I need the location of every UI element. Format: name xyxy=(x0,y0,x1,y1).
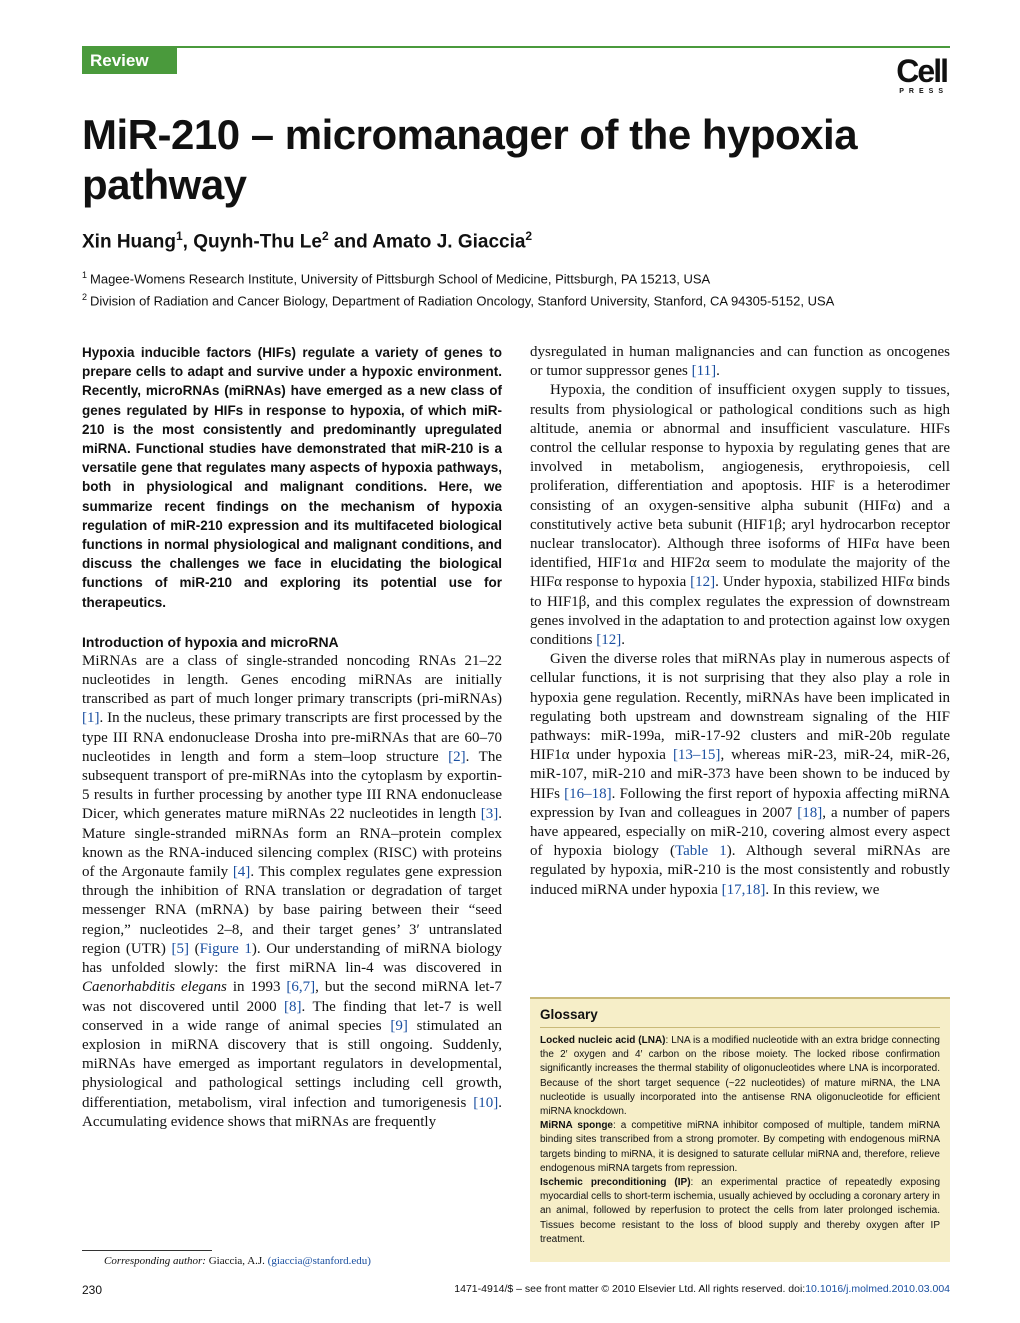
author-list xyxy=(82,229,532,253)
citation-link[interactable]: [16–18] xyxy=(564,785,612,802)
logo-main: Cell xyxy=(896,53,947,89)
body-text: . The finding that let-7 is well conserved in a wide range of animal species xyxy=(82,998,502,1034)
body-text: . In this review, we xyxy=(765,881,880,898)
citation-link[interactable]: [3] xyxy=(480,806,499,823)
glossary-term: MiRNA sponge xyxy=(540,1120,613,1132)
article-title: MiR-210 – micromanager of the hypoxia pathway xyxy=(82,111,858,208)
affiliation xyxy=(82,288,834,310)
citation-link[interactable]: [2] xyxy=(448,748,466,765)
affiliation-text: Division of Radiation and Cancer Biology, Department of Radiation Oncology, Stanford University, Stanford, CA 94305-5152, USA xyxy=(90,293,835,309)
glossary-entry xyxy=(540,1119,940,1176)
figure-link[interactable]: Figure 1 xyxy=(199,940,252,957)
doi-link[interactable]: 10.1016/j.molmed.2010.03.004 xyxy=(805,1283,950,1295)
citation-link[interactable]: [12] xyxy=(690,574,716,591)
citation-link[interactable]: [11] xyxy=(691,363,717,380)
body-paragraph xyxy=(82,652,502,1132)
affiliation-sup: 2 xyxy=(82,292,88,303)
author-name: Amato J. Giaccia xyxy=(372,231,526,253)
citation-link[interactable]: [17,18] xyxy=(721,881,766,898)
author-separator: and xyxy=(328,231,373,253)
glossary-definition: : a competitive miRNA inhibitor composed of multiple, tandem miRNA binding sites transcribed from a strong promoter. By competing with endogenous miRNA targets binding to miRNA, it is designed to saturate cellular miRNA and, therefore, relieve endogenous miRNA targets from repression. xyxy=(540,1120,940,1174)
citation-link[interactable]: [5] xyxy=(171,940,190,957)
author-affil-sup: 1 xyxy=(175,229,183,243)
author-separator: , xyxy=(182,231,194,253)
citation-link[interactable]: [8] xyxy=(284,998,302,1015)
header-rule xyxy=(82,46,950,48)
body-text: Given the diverse roles that miRNAs play in numerous aspects of cellular functions, it is not surprising that they also play a role in hypoxia gene regulation. Recently, miRNAs have been implicated in regulating both upstream and downstream signaling of the HIF pathways: miR-199a, miR-17-92 clusters and miR-20b regulate HIF1α under hypoxia xyxy=(530,651,950,764)
body-text: . xyxy=(716,363,720,380)
author-name: Xin Huang xyxy=(82,231,176,253)
left-column xyxy=(82,343,502,1132)
affiliations xyxy=(82,266,834,311)
body-paragraph xyxy=(530,650,950,900)
body-text: . Mature single-stranded miRNAs form an RNA–protein complex known as the RNA-induced silencing complex (RISC) with proteins of the Argonaute family xyxy=(82,806,502,881)
body-text: . The subsequent transport of pre-miRNAs into the cytoplasm by exportin-5 results in further processing by another type III RNA endonuclease Dicer, which generates mature miRNAs 22 nucleotides in length xyxy=(82,748,503,823)
body-paragraph xyxy=(530,381,950,650)
page-number: 230 xyxy=(82,1283,103,1297)
glossary-definition: : an experimental practice of repeatedly exposing myocardial cells to short-term ischemia, usually achieved by occluding a coronary artery in an animal, followed by reperfusion to protect the cells from later prolonged ischemia. Tissues become resistant to the loss of blood supply and thereby oxygen after IP treatment. xyxy=(540,1177,941,1245)
author-affil-sup: 2 xyxy=(525,229,533,243)
citation-link[interactable]: [10] xyxy=(473,1094,499,1111)
species-name: Caenorhabditis elegans xyxy=(82,979,227,996)
glossary-term: Ischemic preconditioning (IP) xyxy=(540,1177,691,1189)
glossary-title: Glossary xyxy=(540,1007,940,1028)
body-text: dysregulated in human malignancies and can function as oncogenes or tumor suppressor genes xyxy=(530,344,950,380)
affiliation-text: Magee-Womens Research Institute, University of Pittsburgh School of Medicine, Pittsburgh, PA 15213, USA xyxy=(90,271,711,287)
section-tag: Review xyxy=(82,48,177,74)
body-text: ). Although several miRNAs are regulated by hypoxia, miR-210 is the most consistently and robustly induced miRNA under hypoxia xyxy=(530,843,950,898)
citation-link[interactable]: [6,7] xyxy=(286,979,316,996)
copyright-text: 1471-4914/$ – see front matter © 2010 Elsevier Ltd. All rights reserved. doi: xyxy=(454,1283,806,1295)
corresponding-name: Giaccia, A.J. xyxy=(205,1255,268,1267)
body-text: , a number of papers have appeared, especially on miR-210, covering almost every aspect of hypoxia biology ( xyxy=(530,804,951,860)
author-affil-sup: 2 xyxy=(321,229,329,243)
affiliation xyxy=(82,266,834,288)
corresponding-label: Corresponding author: xyxy=(104,1255,206,1267)
citation-footer xyxy=(454,1283,950,1295)
citation-link[interactable]: [12] xyxy=(596,632,622,649)
email-link[interactable]: (giaccia@stanford.edu) xyxy=(267,1255,371,1267)
glossary-entry xyxy=(540,1034,940,1119)
body-text: . Accumulating evidence shows that miRNAs are frequently xyxy=(82,1094,502,1130)
corresponding-author xyxy=(104,1255,371,1267)
glossary-term: Locked nucleic acid (LNA) xyxy=(540,1035,666,1046)
body-paragraph xyxy=(530,343,950,381)
author-name: Quynh-Thu Le xyxy=(193,231,322,253)
body-text: . In the nucleus, these primary transcripts are first processed by the type III RNA endonuclease Drosha into pre-miRNAs that are 60–70 nucleotides in length and form a stem–loop structure xyxy=(82,710,502,765)
glossary-entry xyxy=(540,1176,940,1247)
body-text: . This complex regulates gene expression through the inhibition of RNA translation or degradation of target messenger RNA (mRNA) by base pairing between their “seed region,” nucleotides 2–8, and their target genes’ 3′ untranslated region (UTR) xyxy=(82,864,502,957)
body-text: ( xyxy=(189,940,200,957)
citation-link[interactable]: [9] xyxy=(390,1017,408,1034)
glossary-box xyxy=(530,997,950,1262)
body-text: ). Our understanding of miRNA biology has unfolded slowly: the first miRNA lin-4 was discovered in xyxy=(82,940,503,977)
citation-link[interactable]: [1] xyxy=(82,710,100,727)
right-column xyxy=(530,343,950,900)
abstract: Hypoxia inducible factors (HIFs) regulate a variety of genes to prepare cells to adapt and survive under a hypoxic environment. Recently, microRNAs (miRNAs) have emerged as a new class of genes regulated by HIFs in response to hypoxia, of which miR-210 is the most consistently and predominantly upregulated miRNA. Functional studies have demonstrated that miR-210 is a versatile gene that regulates many aspects of hypoxia pathways, both in physiological and malignant conditions. Here, we summarize recent findings on the mechanism of hypoxia regulation of miR-210 expression and its multifaceted biological functions in normal physiological and malignant conditions, and discuss the challenges we face in elucidating the biological functions of miR-210 and exploring its potential use for therapeutics. xyxy=(82,345,502,610)
glossary-definition: : LNA is a modified nucleotide with an extra bridge connecting the 2′ oxygen and 4′ carbon on the ribose moiety. The locked ribose confirmation significantly increases the thermal stability of oligonucleotides where LNA is incorporated. Because of the short target sequence (~22 nucleotides) of mature miRNA, the LNA nucleotide is usually incorporated into the antisense RNA oligonucleotide for efficient miRNA knockdown. xyxy=(540,1035,940,1118)
body-text: . Under hypoxia, stabilized HIFα binds to HIF1β, and this complex regulates the expression of downstream genes involved in the adaptation to and protection against low oxygen conditions xyxy=(530,574,950,649)
footnote-rule xyxy=(82,1250,212,1251)
affiliation-sup: 1 xyxy=(82,270,88,280)
body-text: , but the second miRNA let-7 was not discovered until 2000 xyxy=(82,979,503,1015)
body-text: . Following the first report of hypoxia affecting miRNA expression by Ivan and colleagues in 2007 xyxy=(530,785,950,821)
table-link[interactable]: Table 1 xyxy=(675,843,727,860)
body-text: , whereas miR-23, miR-24, miR-26, miR-107, miR-210 and miR-373 have been shown to be induced by HIFs xyxy=(530,747,950,802)
section-heading: Introduction of hypoxia and microRNA xyxy=(82,633,339,650)
citation-link[interactable]: [18] xyxy=(797,804,823,821)
body-text: in 1993 xyxy=(226,979,287,996)
body-text: . xyxy=(621,632,625,649)
body-text: MiRNAs are a class of single-stranded noncoding RNAs 21–22 nucleotides in length. Genes encoding miRNAs are initially transcribed as part of much longer primary transcripts (pri-miRNAs) xyxy=(82,652,502,708)
cell-press-logo xyxy=(895,55,948,95)
body-text: stimulated an explosion in miRNA discovery that is still ongoing. Suddenly, miRNAs have emerged as important regulators in developmental, physiological and pathological settings including cell growth, differentiation, metabolism, viral infection and tumorigenesis xyxy=(82,1017,502,1111)
citation-link[interactable]: [13–15] xyxy=(672,747,721,764)
citation-link[interactable]: [4] xyxy=(232,864,251,881)
body-text: Hypoxia, the condition of insufficient oxygen supply to tissues, results from physiological or pathological conditions such as high altitude, anemia or abnormal and insufficient vasculature. HIFs control the cellular response to hypoxia by regulating genes that are involved in metabolism, angiogenesis, erythropoiesis, cell proliferation, differentiation and apoptosis. HIF is a heterodimer consisting of an oxygen-sensitive alpha subunit (HIFα) and a constitutively active beta subunit (HIF1β; aryl hydrocarbon receptor nuclear translocator). Although three isoforms of HIFα have been identified, HIF1α and HIF2α seem to modulate the majority of the HIFα response to hypoxia xyxy=(530,382,950,591)
logo-sub: PRESS xyxy=(899,88,948,95)
